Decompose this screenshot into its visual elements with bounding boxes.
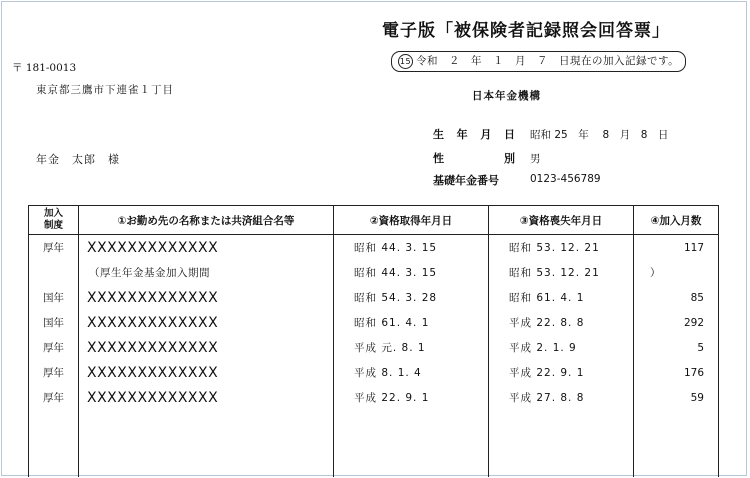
cell-lost-date: 昭和 53. 12. 21 — [489, 235, 634, 261]
cell-acquired-date: 平成 8. 1. 4 — [334, 360, 489, 385]
recipient-name: 年金 太郎 様 — [36, 153, 120, 166]
table-row — [29, 285, 719, 310]
table-row — [29, 310, 719, 335]
document-title: 電子版「被保険者記録照会回答票」 — [382, 21, 670, 41]
cell-lost-date: 平成 22. 8. 8 — [489, 310, 634, 335]
cell-system: 厚年 — [29, 360, 79, 385]
table-row — [29, 360, 719, 385]
cell-acquired-date: 昭和 44. 3. 15 — [334, 235, 489, 261]
table-row — [29, 260, 719, 285]
empty-cell — [634, 410, 719, 477]
cell-months: 5 — [634, 335, 719, 360]
cell-lost-date: 平成 22. 9. 1 — [489, 360, 634, 385]
table-header-row — [29, 206, 719, 235]
birth-date-value: 昭和 25 年 8 月 8 日 — [530, 129, 669, 141]
cell-acquired-date: 昭和 54. 3. 28 — [334, 285, 489, 310]
cell-lost-date: 平成 2. 1. 9 — [489, 335, 634, 360]
table-row — [29, 385, 719, 410]
header-enrollment-system — [29, 206, 79, 235]
sex-label — [433, 150, 515, 166]
cell-system: 厚年 — [29, 385, 79, 410]
cell-months: 59 — [634, 385, 719, 410]
table-empty-space — [29, 410, 719, 477]
cell-employer: （厚生年金基金加入期間 — [79, 260, 334, 285]
table-row — [29, 235, 719, 261]
cell-acquired-date: 平成 22. 9. 1 — [334, 385, 489, 410]
empty-cell — [79, 410, 334, 477]
birth-label-char: 年 — [456, 128, 468, 141]
sex-label-char: 性 — [433, 152, 444, 165]
notice-text: 令和 ２ 年 １ 月 ７ 日現在の加入記録です。 — [416, 55, 680, 67]
birth-label-char: 月 — [480, 128, 492, 141]
cell-system — [29, 260, 79, 285]
header-months: ④加入月数 — [634, 206, 719, 235]
cell-system: 国年 — [29, 310, 79, 335]
pension-number-value: 0123-456789 — [530, 173, 601, 185]
pension-number-label: 基礎年金番号 — [433, 174, 499, 187]
postal-code: 〒 181-0013 — [12, 62, 77, 74]
cell-system: 国年 — [29, 285, 79, 310]
cell-acquired-date: 昭和 44. 3. 15 — [334, 260, 489, 285]
cell-acquired-date: 平成 元. 8. 1 — [334, 335, 489, 360]
header-employer: ①お勤め先の名称または共済組合名等 — [79, 206, 334, 235]
cell-months: 117 — [634, 235, 719, 261]
notice-number-marker: 15 — [398, 54, 413, 69]
recipient-address: 東京都三鷹市下連雀１丁目 — [36, 84, 174, 96]
cell-employer: XXXXXXXXXXXXX — [79, 335, 334, 360]
enrollment-record-table — [28, 205, 719, 477]
header-lost-date: ③資格喪失年月日 — [489, 206, 634, 235]
empty-cell — [334, 410, 489, 477]
header-system-line1: 加入 — [43, 208, 63, 219]
sex-value: 男 — [530, 153, 541, 165]
birth-label-char: 日 — [503, 128, 515, 141]
cell-system: 厚年 — [29, 335, 79, 360]
header-acquired-date: ②資格取得年月日 — [334, 206, 489, 235]
empty-cell — [29, 410, 79, 477]
table-row — [29, 335, 719, 360]
cell-months: 176 — [634, 360, 719, 385]
cell-employer: XXXXXXXXXXXXX — [79, 360, 334, 385]
header-system-line2: 制度 — [43, 220, 63, 231]
sex-label-char: 別 — [504, 152, 515, 165]
birth-date-label — [433, 126, 515, 142]
cell-acquired-date: 昭和 61. 4. 1 — [334, 310, 489, 335]
cell-months: 85 — [634, 285, 719, 310]
cell-employer: XXXXXXXXXXXXX — [79, 235, 334, 261]
cell-months: ） — [634, 260, 719, 285]
cell-employer: XXXXXXXXXXXXX — [79, 385, 334, 410]
cell-lost-date: 昭和 61. 4. 1 — [489, 285, 634, 310]
birth-label-char: 生 — [433, 128, 444, 141]
record-date-notice — [391, 51, 686, 72]
cell-employer: XXXXXXXXXXXXX — [79, 285, 334, 310]
cell-system: 厚年 — [29, 235, 79, 261]
cell-employer: XXXXXXXXXXXXX — [79, 310, 334, 335]
cell-lost-date: 昭和 53. 12. 21 — [489, 260, 634, 285]
cell-months: 292 — [634, 310, 719, 335]
issuer-name: 日本年金機構 — [472, 90, 541, 102]
empty-cell — [489, 410, 634, 477]
cell-lost-date: 平成 27. 8. 8 — [489, 385, 634, 410]
